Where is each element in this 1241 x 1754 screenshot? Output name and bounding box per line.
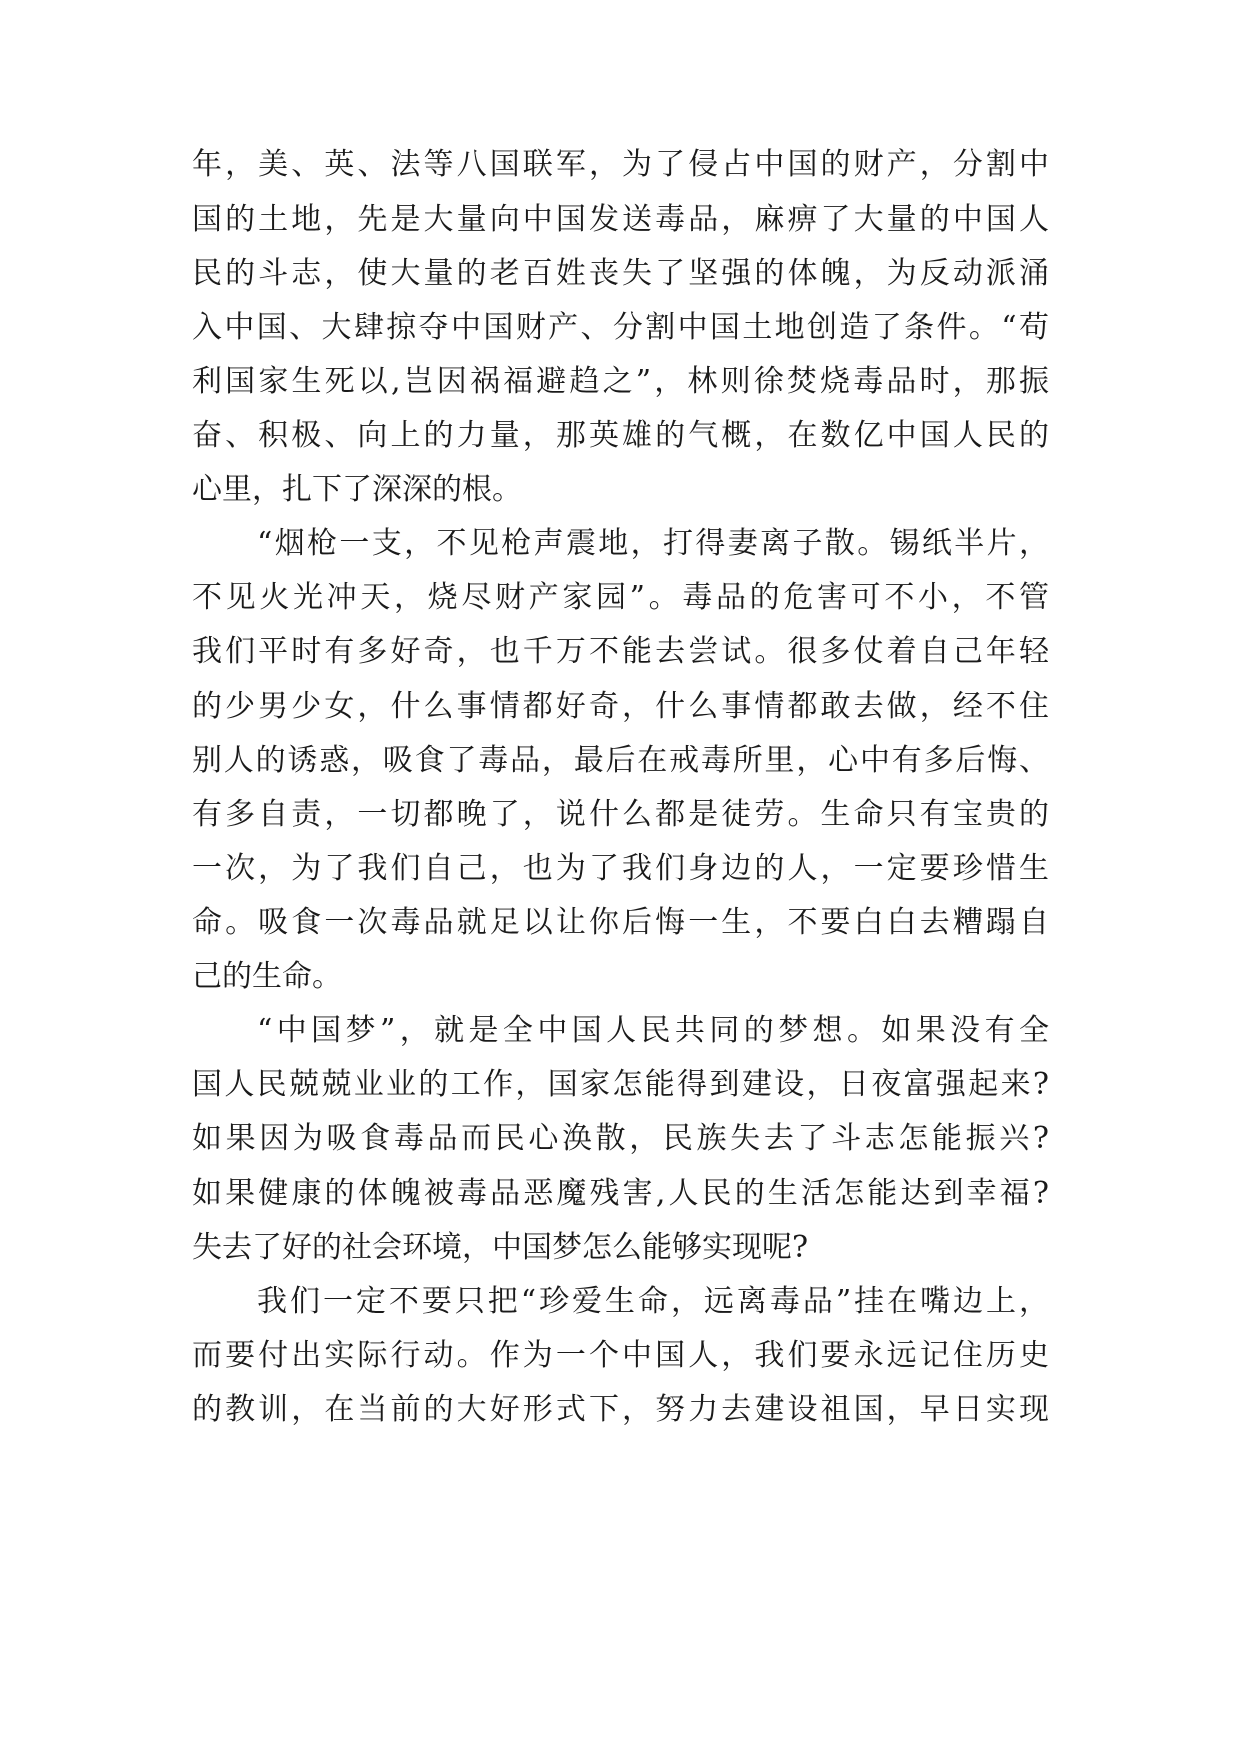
- text-line: 的教训，在当前的大好形式下，努力去建设祖国，早日实现: [192, 1392, 1049, 1427]
- text-line: “烟枪一支，不见枪声震地，打得妻离子散。锡纸半片，: [257, 526, 1049, 561]
- text-line: 不见火光冲天，烧尽财产家园”。毒品的危害可不小，不管: [192, 580, 1049, 615]
- text-line: 奋、积极、向上的力量，那英雄的气概，在数亿中国人民的: [192, 418, 1049, 453]
- text-line: 别人的诱惑，吸食了毒品，最后在戒毒所里，心中有多后悔、: [192, 743, 1049, 778]
- text-line: 而要付出实际行动。作为一个中国人，我们要永远记住历史: [192, 1338, 1049, 1373]
- text-line: 利国家生死以,岂因祸福避趋之”，林则徐焚烧毒品时，那振: [192, 364, 1049, 399]
- text-line: 年，美、英、法等八国联军，为了侵占中国的财产，分割中: [192, 147, 1049, 182]
- text-line: 我们一定不要只把“珍爱生命，远离毒品”挂在嘴边上，: [257, 1284, 1049, 1319]
- text-line: 己的生命。: [192, 959, 342, 994]
- text-line: 一次，为了我们自己，也为了我们身边的人，一定要珍惜生: [192, 851, 1049, 886]
- text-line: 入中国、大肆掠夺中国财产、分割中国土地创造了条件。“苟: [192, 310, 1049, 345]
- text-line: 如果健康的体魄被毒品恶魔残害,人民的生活怎能达到幸福?: [192, 1176, 1049, 1211]
- text-line: 我们平时有多好奇，也千万不能去尝试。很多仗着自己年轻: [192, 634, 1049, 669]
- text-line: 国的土地，先是大量向中国发送毒品，麻痹了大量的中国人: [192, 202, 1049, 237]
- text-line: 失去了好的社会环境，中国梦怎么能够实现呢?: [192, 1230, 809, 1265]
- text-line: 心里，扎下了深深的根。: [192, 472, 522, 507]
- text-line: “中国梦”，就是全中国人民共同的梦想。如果没有全: [257, 1013, 1049, 1048]
- text-line: 有多自责，一切都晚了，说什么都是徒劳。生命只有宝贵的: [192, 797, 1049, 832]
- text-line: 民的斗志，使大量的老百姓丧失了坚强的体魄，为反动派涌: [192, 256, 1049, 291]
- text-line: 的少男少女，什么事情都好奇，什么事情都敢去做，经不住: [192, 689, 1049, 724]
- text-line: 命。吸食一次毒品就足以让你后悔一生，不要白白去糟蹋自: [192, 905, 1049, 940]
- text-line: 国人民兢兢业业的工作，国家怎能得到建设，日夜富强起来?: [192, 1067, 1049, 1102]
- text-line: 如果因为吸食毒品而民心涣散，民族失去了斗志怎能振兴?: [192, 1121, 1049, 1156]
